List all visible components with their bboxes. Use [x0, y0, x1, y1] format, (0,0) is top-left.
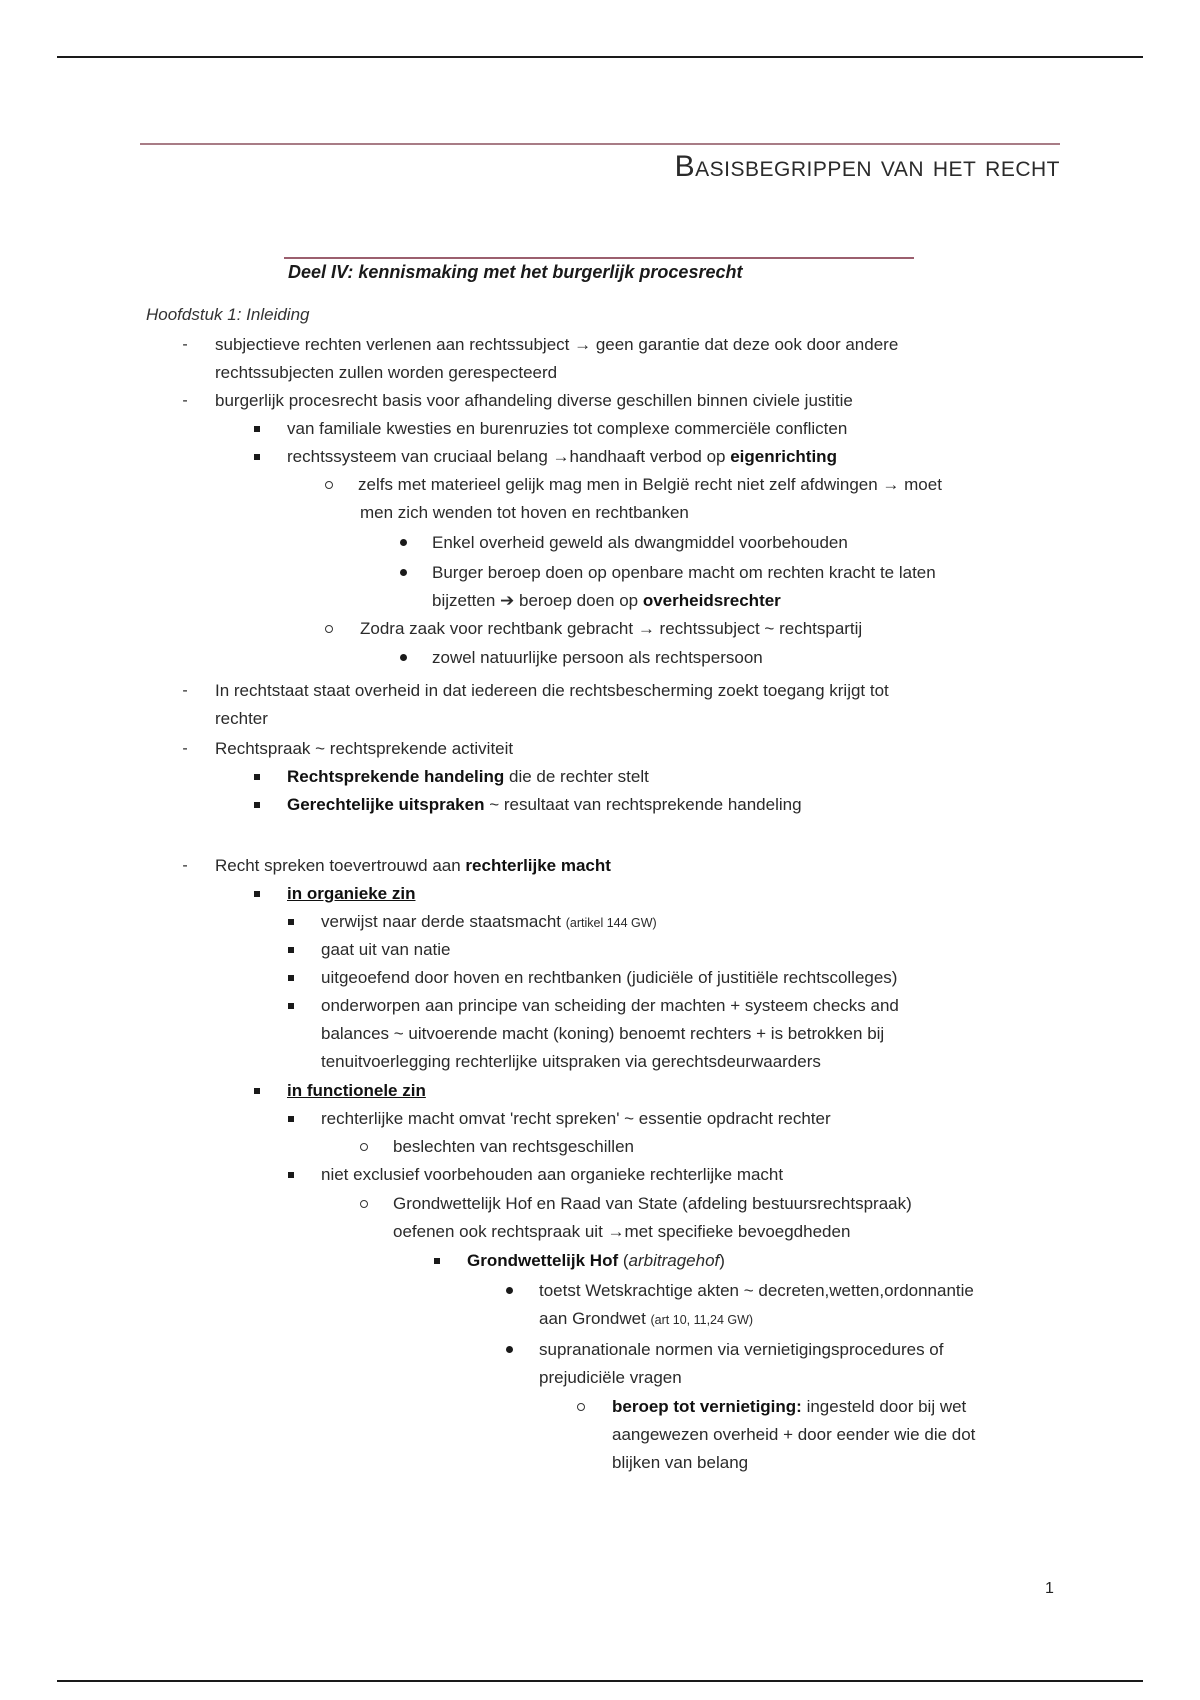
list-item: Zodra zaak voor rechtbank gebracht → rechtssubject ~ rechtspartij	[360, 619, 863, 638]
circle-bullet	[357, 1193, 371, 1215]
bold-term: eigenrichting	[730, 447, 837, 466]
list-item	[287, 794, 802, 816]
list-item-continuation: rechtssubjecten zullen worden gerespecteerd	[215, 363, 558, 382]
deel-title: Deel IV: kennismaking met het burgerlijk procesrecht	[288, 262, 743, 282]
page-top-rule	[57, 56, 1143, 58]
list-item: beslechten van rechtsgeschillen	[393, 1137, 634, 1156]
list-item: onderworpen aan principe van scheiding der machten + systeem checks and	[321, 996, 899, 1015]
header-rule	[140, 143, 1060, 145]
citation: (art 10, 11,24 GW)	[650, 1313, 754, 1327]
square-bullet	[250, 418, 264, 440]
subheading-functionele-zin: in functionele zin	[287, 1081, 426, 1100]
list-item-continuation: rechter	[215, 709, 268, 728]
list-item: zowel natuurlijke persoon als rechtspersoon	[432, 648, 763, 667]
list-item	[287, 766, 649, 788]
text: rechtssysteem van cruciaal belang →handhaaft verbod op	[287, 447, 731, 466]
circle-bullet	[357, 1136, 371, 1158]
list-item: uitgeoefend door hoven en rechtbanken (judiciële of justitiële rechtscolleges)	[321, 968, 898, 987]
square-bullet	[284, 967, 298, 989]
list-item: van familiale kwesties en burenruzies tot complexe commerciële conflicten	[287, 419, 848, 438]
list-item: Burger beroep doen op openbare macht om rechten kracht te laten	[432, 563, 936, 582]
list-item-continuation	[432, 590, 781, 612]
citation: (artikel 144 GW)	[565, 916, 657, 930]
square-bullet	[250, 446, 264, 468]
list-item-continuation: aangewezen overheid + door eender wie die dot	[612, 1425, 976, 1444]
list-item: supranationale normen via vernietigingsprocedures of	[539, 1340, 944, 1359]
bold-term: Rechtsprekende handeling	[287, 767, 505, 786]
document-title: Basisbegrippen van het recht	[674, 150, 1060, 183]
list-item: toetst Wetskrachtige akten ~ decreten,wetten,ordonnantie	[539, 1281, 974, 1300]
list-item-continuation: men zich wenden tot hoven en rechtbanken	[360, 503, 689, 522]
bold-term: Grondwettelijk Hof	[467, 1251, 619, 1270]
list-item: Grondwettelijk Hof (arbitragehof)	[467, 1251, 725, 1270]
square-bullet	[284, 995, 298, 1017]
page-number: 1	[1045, 1580, 1054, 1597]
text: verwijst naar derde staatsmacht	[321, 912, 566, 931]
dot-bullet	[396, 647, 410, 669]
list-item: rechterlijke macht omvat 'recht spreken' ~ essentie opdracht rechter	[321, 1109, 831, 1128]
dash-bullet: -	[182, 740, 188, 757]
square-bullet	[284, 939, 298, 961]
dot-bullet	[396, 532, 410, 554]
chapter-title: Hoofdstuk 1: Inleiding	[146, 305, 310, 324]
dash-bullet: -	[182, 682, 188, 699]
square-bullet	[250, 794, 264, 816]
list-item: In rechtstaat staat overheid in dat iedereen die rechtsbescherming zoekt toegang krijgt tot	[215, 681, 889, 700]
deel-rule	[284, 257, 914, 259]
dash-bullet: -	[182, 392, 188, 409]
list-item	[321, 911, 657, 934]
dot-bullet	[396, 562, 410, 584]
square-bullet	[284, 1108, 298, 1130]
list-item-continuation: oefenen ook rechtspraak uit →met specifieke bevoegdheden	[393, 1222, 851, 1241]
page-bottom-rule	[57, 1680, 1143, 1682]
list-item: subjectieve rechten verlenen aan rechtssubject → geen garantie dat deze ook door andere	[215, 335, 899, 354]
list-item: Rechtspraak ~ rechtsprekende activiteit	[215, 739, 514, 758]
text: Recht spreken toevertrouwd aan	[215, 856, 466, 875]
dash-bullet: -	[182, 857, 188, 874]
list-item	[215, 855, 611, 877]
dash-bullet: -	[182, 336, 188, 353]
subheading-organieke-zin: in organieke zin	[287, 884, 416, 903]
list-item-continuation: prejudiciële vragen	[539, 1368, 682, 1387]
square-bullet	[250, 1080, 264, 1102]
list-item-continuation: tenuitvoerlegging rechterlijke uitspraken via gerechtsdeurwaarders	[321, 1052, 821, 1071]
square-bullet	[250, 883, 264, 905]
list-item: niet exclusief voorbehouden aan organieke rechterlijke macht	[321, 1165, 784, 1184]
text: ingesteld door bij wet	[801, 1397, 967, 1416]
bold-term: overheidsrechter	[642, 591, 781, 610]
bold-term: rechterlijke macht	[465, 856, 611, 875]
bold-term: Gerechtelijke uitspraken	[287, 795, 485, 814]
circle-bullet	[322, 618, 336, 640]
square-bullet	[284, 1164, 298, 1186]
circle-bullet	[322, 474, 336, 496]
text: aan Grondwet	[539, 1309, 651, 1328]
list-item: Grondwettelijk Hof en Raad van State (afdeling bestuursrechtspraak)	[393, 1194, 912, 1213]
square-bullet	[284, 911, 298, 933]
list-item-continuation: balances ~ uitvoerende macht (koning) benoemt rechters + is betrokken bij	[321, 1024, 885, 1043]
italic-term: arbitragehof	[628, 1251, 720, 1270]
list-item-continuation: blijken van belang	[612, 1453, 749, 1472]
text: bijzetten ➔ beroep doen op	[432, 591, 643, 610]
text: die de rechter stelt	[504, 767, 649, 786]
list-item: zelfs met materieel gelijk mag men in België recht niet zelf afdwingen → moet	[358, 475, 942, 494]
text: ~ resultaat van rechtsprekende handeling	[484, 795, 802, 814]
bold-term: beroep tot vernietiging:	[612, 1397, 802, 1416]
list-item: burgerlijk procesrecht basis voor afhandeling diverse geschillen binnen civiele justitie	[215, 391, 853, 410]
list-item	[612, 1396, 966, 1418]
square-bullet	[250, 766, 264, 788]
list-item: Enkel overheid geweld als dwangmiddel voorbehouden	[432, 533, 848, 552]
square-bullet	[430, 1250, 444, 1272]
list-item-continuation	[539, 1308, 753, 1331]
dot-bullet	[502, 1339, 516, 1361]
list-item: gaat uit van natie	[321, 940, 451, 959]
circle-bullet	[574, 1396, 588, 1418]
list-item	[287, 446, 837, 468]
dot-bullet	[502, 1280, 516, 1302]
